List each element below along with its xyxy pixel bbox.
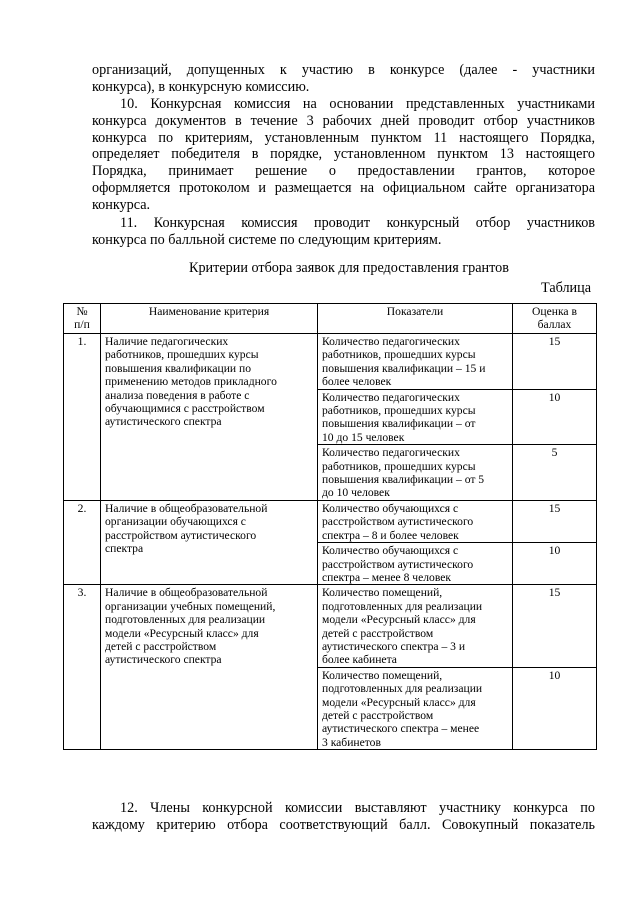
indicator-line: спектра – 8 и более человек	[322, 528, 459, 542]
indicator-line: подготовленных для реализации	[322, 599, 483, 613]
criterion-name-line: Наличие педагогических	[105, 335, 229, 348]
paragraph-11	[92, 215, 595, 249]
criterion-name-line: повышения квалификации по	[105, 361, 252, 375]
indicator-line: аутистического спектра – менее	[322, 722, 480, 736]
text-line: конкурса.	[92, 196, 151, 213]
criterion-number: 3.	[64, 585, 101, 750]
indicator-cell	[318, 445, 513, 501]
criterion-name-line: организации обучающихся с	[105, 515, 246, 529]
text-line: организаций, допущенных к участию в конкурсе (далее - участники	[92, 62, 595, 78]
criteria-table	[63, 303, 597, 750]
indicator-cell	[318, 334, 513, 390]
score-cell: 15	[513, 334, 597, 390]
criterion-name-line: аутистического спектра	[105, 415, 222, 429]
indicator-line: расстройством аутистического	[322, 515, 474, 529]
indicator-line: Количество обучающихся с	[322, 544, 459, 558]
criterion-name-line: спектра	[105, 542, 144, 556]
text-line: конкурса документов в течение 3 рабочих дней проводит отбор участников	[92, 112, 595, 129]
criterion-name-line: расстройством аутистического	[105, 528, 257, 542]
table-row	[64, 500, 597, 542]
text-line: конкурса по балльной системе по следующим критериям.	[92, 231, 442, 248]
header-score	[513, 304, 597, 334]
criterion-number: 1.	[64, 334, 101, 501]
indicator-line: повышения квалификации – 15 и	[322, 361, 486, 375]
criteria-table-body	[64, 334, 597, 750]
text-line: конкурса по критериям, установленным пунктом 11 настоящего Порядка,	[92, 129, 595, 146]
criterion-name-line: обучающимися с расстройством	[105, 402, 265, 416]
table-title: Критерии отбора заявок для предоставления грантов	[189, 260, 509, 276]
indicator-line: Количество обучающихся с	[322, 501, 459, 515]
text-line: оформляется протоколом и размещается на официальном сайте организатора	[92, 179, 595, 196]
score-cell: 10	[513, 543, 597, 585]
paragraph-10	[92, 96, 595, 214]
header-score-line: баллах	[537, 318, 572, 332]
indicator-line: аутистического спектра – 3 и	[322, 639, 466, 653]
text-line: 11. Конкурсная комиссия проводит конкурсный отбор участников	[120, 215, 595, 231]
header-name: Наименование критерия	[101, 304, 318, 334]
indicator-line: работников, прошедших курсы	[322, 348, 476, 362]
criterion-name	[101, 500, 318, 584]
criterion-name-line: Наличие в общеобразовательной	[105, 586, 268, 600]
indicator-line: повышения квалификации – от	[322, 417, 476, 431]
criterion-name	[101, 334, 318, 501]
indicator-line: 3 кабинетов	[322, 735, 381, 749]
indicator-line: повышения квалификации – от 5	[322, 473, 485, 487]
text-line: конкурса), в конкурсную комиссию.	[92, 78, 310, 95]
text-line: 10. Конкурсная комиссия на основании представленных участниками	[120, 96, 595, 112]
table-header-row	[64, 304, 597, 334]
criterion-name	[101, 585, 318, 750]
indicator-line: подготовленных для реализации	[322, 682, 483, 696]
criterion-name-line: организации учебных помещений,	[105, 599, 276, 613]
indicator-line: Количество помещений,	[322, 668, 443, 682]
indicator-line: более кабинета	[322, 653, 397, 667]
header-num-line: п/п	[74, 318, 90, 332]
text-line: определяет победителя в порядке, установленном пунктом 13 настоящего	[92, 146, 595, 163]
criterion-name-line: применению методов прикладного	[105, 375, 277, 389]
indicator-line: более человек	[322, 375, 392, 389]
indicator-line: детей с расстройством	[322, 708, 434, 722]
indicator-line: спектра – менее 8 человек	[322, 570, 452, 584]
criterion-name-line: детей с расстройством	[105, 639, 217, 653]
score-cell: 5	[513, 445, 597, 501]
indicator-line: Количество педагогических	[322, 390, 460, 404]
indicator-cell	[318, 667, 513, 749]
indicator-line: работников, прошедших курсы	[322, 459, 476, 473]
header-num-line: №	[76, 305, 88, 318]
criterion-name-line: анализа поведения в работе с	[105, 388, 250, 402]
criterion-name-line: подготовленных для реализации	[105, 613, 266, 627]
indicator-cell	[318, 500, 513, 542]
header-score-line: Оценка в	[532, 305, 577, 318]
indicator-line: детей с расстройством	[322, 626, 434, 640]
table-row	[64, 585, 597, 667]
indicator-line: модели «Ресурсный класс» для	[322, 695, 476, 709]
indicator-cell	[318, 585, 513, 667]
indicator-line: Количество помещений,	[322, 586, 443, 600]
text-line: Порядка, принимает решение о предоставлении грантов, которое	[92, 163, 595, 180]
header-indicators: Показатели	[318, 304, 513, 334]
table-label: Таблица	[541, 280, 592, 296]
score-cell: 10	[513, 389, 597, 445]
criterion-name-line: аутистического спектра	[105, 653, 222, 667]
indicator-line: расстройством аутистического	[322, 557, 474, 571]
paragraph-12	[92, 800, 595, 834]
indicator-line: модели «Ресурсный класс» для	[322, 613, 476, 627]
score-cell: 15	[513, 585, 597, 667]
header-num	[64, 304, 101, 334]
intro-paragraph	[92, 62, 595, 96]
indicator-line: 10 до 15 человек	[322, 430, 405, 444]
indicator-cell	[318, 389, 513, 445]
text-line: 12. Члены конкурсной комиссии выставляют участнику конкурса по	[120, 800, 595, 816]
score-cell: 10	[513, 667, 597, 749]
indicator-line: работников, прошедших курсы	[322, 404, 476, 418]
score-cell: 15	[513, 500, 597, 542]
criterion-number: 2.	[64, 500, 101, 584]
indicator-line: Количество педагогических	[322, 446, 460, 460]
criterion-name-line: работников, прошедших курсы	[105, 348, 259, 362]
indicator-line: до 10 человек	[322, 486, 390, 500]
criterion-name-line: Наличие в общеобразовательной	[105, 501, 268, 515]
text-line: каждому критерию отбора соответствующий балл. Совокупный показатель	[92, 816, 595, 833]
indicator-line: Количество педагогических	[322, 335, 460, 348]
criterion-name-line: модели «Ресурсный класс» для	[105, 626, 259, 640]
table-row	[64, 334, 597, 390]
indicator-cell	[318, 543, 513, 585]
